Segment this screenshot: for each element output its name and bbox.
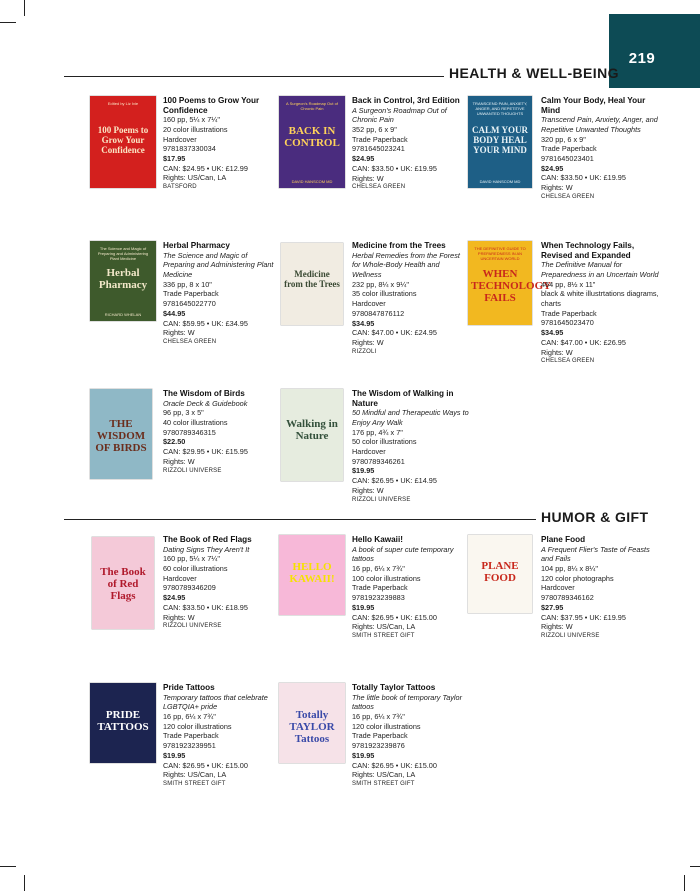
book-entry <box>541 241 659 367</box>
book-cover <box>92 537 154 629</box>
book-detail: Rights: W <box>352 173 384 183</box>
book-entry <box>352 241 470 357</box>
book-entry <box>541 535 659 642</box>
book-detail: 40 color illustrations <box>163 418 228 427</box>
book-detail: CAN: $24.95 • UK: £12.99 <box>163 163 248 173</box>
crop-mark <box>690 866 700 867</box>
book-entry <box>352 389 470 505</box>
book-detail: CAN: $26.95 • UK: £15.00 <box>352 760 437 770</box>
book-cover <box>90 683 156 763</box>
cover-author: RICHARD WHELAN <box>104 312 142 317</box>
section-title-humor: HUMOR & GIFT <box>541 509 649 525</box>
book-price: $24.95 <box>352 154 375 164</box>
book-detail: Rights: W <box>541 622 573 632</box>
book-price: $24.95 <box>541 163 564 173</box>
cover-title: BACK IN CONTROL <box>284 125 340 149</box>
book-subtitle: A book of super cute temporary tattoos <box>352 544 454 564</box>
book-price: $34.95 <box>352 318 375 328</box>
book-detail: 9781923239876 <box>352 741 405 751</box>
book-detail: Hardcover <box>352 447 386 456</box>
book-cover <box>281 243 343 325</box>
book-detail: CAN: $33.50 • UK: £19.95 <box>541 173 626 183</box>
book-detail: 120 color illustrations <box>163 721 232 731</box>
book-detail: 104 pp, 8¼ x 8¼" <box>541 564 598 573</box>
book-title: Pride Tattoos <box>163 683 215 692</box>
book-detail: CAN: $26.95 • UK: £15.00 <box>163 760 248 770</box>
page-number: 219 <box>628 50 656 67</box>
book-publisher: SMITH STREET GIFT <box>352 632 415 639</box>
book-detail: 50 color illustrations <box>352 437 417 447</box>
book-cover <box>468 241 552 325</box>
book-price: $19.95 <box>163 750 186 760</box>
book-entry <box>541 96 659 203</box>
book-entry <box>352 96 470 193</box>
book-publisher: RIZZOLI UNIVERSE <box>352 496 411 503</box>
book-title: Hello Kawaii! <box>352 535 403 544</box>
book-entry <box>163 683 281 790</box>
book-detail: Rights: W <box>352 485 384 495</box>
book-detail: Trade Paperback <box>163 731 219 741</box>
book-detail: Trade Paperback <box>541 308 597 318</box>
book-title: 100 Poems to Grow Your Confidence <box>163 96 260 115</box>
book-detail: 352 pp, 6 x 9" <box>352 125 397 134</box>
cover-subtitle: Edited by Liz Ivie <box>107 101 139 106</box>
book-publisher: SMITH STREET GIFT <box>352 780 415 787</box>
cover-title: PRIDE TATTOOS <box>97 709 149 733</box>
section-rule <box>64 76 444 77</box>
book-title: The Book of Red Flags <box>163 535 252 544</box>
book-detail: Rights: W <box>163 456 195 466</box>
cover-title: CALM YOUR BODY HEAL YOUR MIND <box>472 125 528 155</box>
book-price: $19.95 <box>352 466 375 476</box>
book-detail: 120 color illustrations <box>352 721 421 731</box>
crop-mark <box>0 866 16 867</box>
book-detail: 120 color photographs <box>541 573 614 583</box>
book-detail: Hardcover <box>541 583 575 593</box>
book-detail: black & white illustrtations diagrams, charts <box>541 289 659 308</box>
book-detail: 20 color illustrations <box>163 124 228 134</box>
book-detail: 9780847876112 <box>352 308 405 318</box>
book-subtitle: 50 Mindful and Therapeutic Ways to Enjoy Any Walk <box>352 408 469 427</box>
cover-title: HELLO KAWAII! <box>289 561 335 585</box>
book-publisher: RIZZOLI <box>352 348 377 355</box>
book-subtitle: A Frequent Flier's Taste of Feasts and Fails <box>541 544 650 564</box>
book-publisher: RIZZOLI UNIVERSE <box>163 623 222 630</box>
book-detail: Trade Paperback <box>352 134 408 144</box>
book-entry <box>352 535 470 642</box>
book-entry <box>163 389 281 476</box>
book-subtitle: Transcend Pain, Anxiety, Anger, and Repetitive Unwanted Thoughts <box>541 115 658 134</box>
book-detail: Trade Paperback <box>352 583 408 593</box>
book-detail: 100 color illustrations <box>352 573 421 583</box>
cover-author: DAVID HANSCOM MD <box>479 179 521 184</box>
book-detail: Rights: W <box>163 328 195 338</box>
book-publisher: BATSFORD <box>163 184 197 191</box>
book-entry <box>163 535 281 632</box>
book-price: $17.95 <box>163 154 186 163</box>
cover-title: 100 Poems to Grow Your Confidence <box>97 125 149 155</box>
book-subtitle: Oracle Deck & Guidebook <box>163 398 248 408</box>
book-publisher: CHELSEA GREEN <box>541 358 595 365</box>
book-detail: 9780789346261 <box>352 456 405 466</box>
book-entry <box>163 96 281 193</box>
book-detail: Rights: W <box>541 347 573 357</box>
cover-title: Totally TAYLOR Tattoos <box>289 709 335 745</box>
book-detail: 9781923239951 <box>163 741 216 751</box>
book-title: When Technology Fails, Revised and Expanded <box>541 241 635 260</box>
book-title: Plane Food <box>541 535 586 544</box>
book-detail: 160 pp, 5¼ x 7¼" <box>163 115 220 125</box>
book-price: $34.95 <box>541 328 564 338</box>
book-detail: 160 pp, 5¼ x 7¼" <box>163 554 220 564</box>
book-cover <box>281 389 343 481</box>
section-title-health: HEALTH & WELL-BEING <box>449 65 619 81</box>
book-detail: Trade Paperback <box>541 144 597 154</box>
cover-subtitle: The Science and Magic of Preparing and Administering Plant Medicine <box>97 246 149 261</box>
cover-author: DAVID HANSCOM MD <box>291 179 333 184</box>
book-detail: Trade Paperback <box>163 289 219 299</box>
section-rule <box>64 519 536 520</box>
book-price: $19.95 <box>352 602 375 612</box>
book-detail: Rights: US/Can, LA <box>352 770 416 780</box>
book-cover <box>90 241 156 321</box>
cover-title: Walking in Nature <box>286 418 338 442</box>
book-detail: CAN: $33.50 • UK: £18.95 <box>163 602 248 612</box>
book-detail: 336 pp, 8 x 10" <box>163 279 212 289</box>
cover-title: The Book of Red Flags <box>100 566 146 602</box>
book-detail: CAN: $47.00 • UK: £24.95 <box>352 328 437 338</box>
cover-subtitle: THE DEFINITIVE GUIDE TO PREPAREDNESS IN AN UNCERTAIN WORLD <box>474 246 526 261</box>
book-subtitle: The Definitive Manual for Preparedness in an Uncertain World <box>541 260 659 279</box>
book-title: Calm Your Body, Heal Your Mind <box>541 96 646 115</box>
book-subtitle: The little book of temporary Taylor tattoos <box>352 692 463 712</box>
book-detail: CAN: $33.50 • UK: £19.95 <box>352 163 437 173</box>
book-cover <box>468 96 532 188</box>
crop-mark <box>24 875 25 891</box>
book-detail: Rights: US/Can, LA <box>163 770 227 780</box>
book-cover <box>90 96 156 188</box>
book-cover <box>90 389 152 479</box>
book-title: Medicine from the Trees <box>352 241 446 250</box>
book-publisher: CHELSEA GREEN <box>163 338 217 345</box>
book-detail: 232 pp, 8¼ x 9¼" <box>352 279 409 289</box>
book-subtitle: Temporary tattoos that celebrate LGBTQIA+ pride <box>163 692 268 712</box>
book-detail: 176 pp, 4¾ x 7" <box>352 427 403 437</box>
book-detail: 9781923239883 <box>352 593 405 603</box>
book-detail: 9781645023470 <box>541 318 594 328</box>
book-detail: Rights: US/Can, LA <box>163 173 227 183</box>
crop-mark <box>0 22 16 23</box>
book-detail: CAN: $26.95 • UK: £14.95 <box>352 476 437 486</box>
book-detail: Rights: W <box>163 612 195 622</box>
book-detail: 9781837330034 <box>163 144 216 154</box>
crop-mark <box>684 875 685 891</box>
cover-title: THE WISDOM OF BIRDS <box>95 418 147 454</box>
book-publisher: CHELSEA GREEN <box>352 184 406 191</box>
book-detail: 60 color illustrations <box>163 564 228 573</box>
book-detail: 9781645022770 <box>163 299 216 309</box>
book-detail: 9781645023401 <box>541 154 594 163</box>
book-detail: Trade Paperback <box>352 731 408 741</box>
book-detail: CAN: $29.95 • UK: £15.95 <box>163 447 248 457</box>
book-cover <box>279 96 345 188</box>
cover-subtitle: TRANSCEND PAIN, ANXIETY, ANGER, AND REPETITIVE UNWANTED THOUGHTS <box>472 101 528 116</box>
book-subtitle: A Surgeon's Roadmap Out of Chronic Pain <box>352 105 447 125</box>
book-entry <box>163 241 281 348</box>
book-detail: CAN: $59.95 • UK: £34.95 <box>163 318 248 328</box>
book-detail: 9780789346162 <box>541 593 594 603</box>
book-detail: CAN: $26.95 • UK: £15.00 <box>352 612 437 622</box>
book-publisher: RIZZOLI UNIVERSE <box>163 467 222 474</box>
book-detail: 320 pp, 6 x 9" <box>541 134 586 144</box>
book-detail: 16 pp, 6¼ x 7¾" <box>352 564 405 573</box>
page-number-tab <box>609 14 700 88</box>
book-detail: 35 color illustrations <box>352 289 417 299</box>
book-title: Totally Taylor Tattoos <box>352 683 436 692</box>
book-detail: Rights: US/Can, LA <box>352 622 416 632</box>
book-detail: 9780789346209 <box>163 583 216 593</box>
book-price: $27.95 <box>541 602 564 612</box>
cover-title: Herbal Pharmacy <box>98 267 148 291</box>
book-detail: 16 pp, 6¼ x 7¾" <box>352 712 405 721</box>
cover-title: WHEN TECHNOLOGY FAILS <box>471 268 552 304</box>
book-detail: 9781645023241 <box>352 144 405 154</box>
book-detail: CAN: $47.00 • UK: £26.95 <box>541 337 626 347</box>
book-price: $22.50 <box>163 437 186 447</box>
book-cover <box>279 535 345 615</box>
cover-title: Medicine from the Trees <box>284 269 340 289</box>
book-detail: 9780789346315 <box>163 427 216 437</box>
book-subtitle: The Science and Magic of Preparing and Administering Plant Medicine <box>163 250 274 279</box>
book-entry <box>352 683 470 790</box>
book-title: The Wisdom of Walking in Nature <box>352 389 454 408</box>
book-detail: 16 pp, 6¼ x 7¾" <box>163 712 216 721</box>
book-title: Herbal Pharmacy <box>163 241 230 250</box>
book-detail: Rights: W <box>541 183 573 193</box>
book-title: The Wisdom of Birds <box>163 389 245 398</box>
book-subtitle: Dating Signs They Aren't It <box>163 544 250 554</box>
book-cover <box>279 683 345 763</box>
crop-mark <box>24 0 25 16</box>
book-detail: CAN: $37.95 • UK: £19.95 <box>541 612 626 622</box>
book-price: $24.95 <box>163 593 186 603</box>
cover-subtitle: A Surgeon's Roadmap Out of Chronic Pain <box>286 101 338 111</box>
book-detail: Hardcover <box>352 299 386 309</box>
book-price: $19.95 <box>352 750 375 760</box>
book-detail: Hardcover <box>163 134 197 144</box>
book-title: Back in Control, 3rd Edition <box>352 96 460 105</box>
book-detail: Hardcover <box>163 573 197 583</box>
book-publisher: CHELSEA GREEN <box>541 193 595 200</box>
book-detail: 464 pp, 8½ x 11" <box>541 279 596 289</box>
book-subtitle: Herbal Remedies from the Forest for Whole-Body Health and Wellness <box>352 250 460 279</box>
book-cover <box>468 535 532 613</box>
book-price: $44.95 <box>163 308 186 318</box>
book-detail: 96 pp, 3 x 5" <box>163 408 204 418</box>
cover-title: PLANE FOOD <box>481 560 519 584</box>
book-detail: Rights: W <box>352 337 384 347</box>
book-publisher: SMITH STREET GIFT <box>163 780 226 787</box>
book-publisher: RIZZOLI UNIVERSE <box>541 632 600 639</box>
